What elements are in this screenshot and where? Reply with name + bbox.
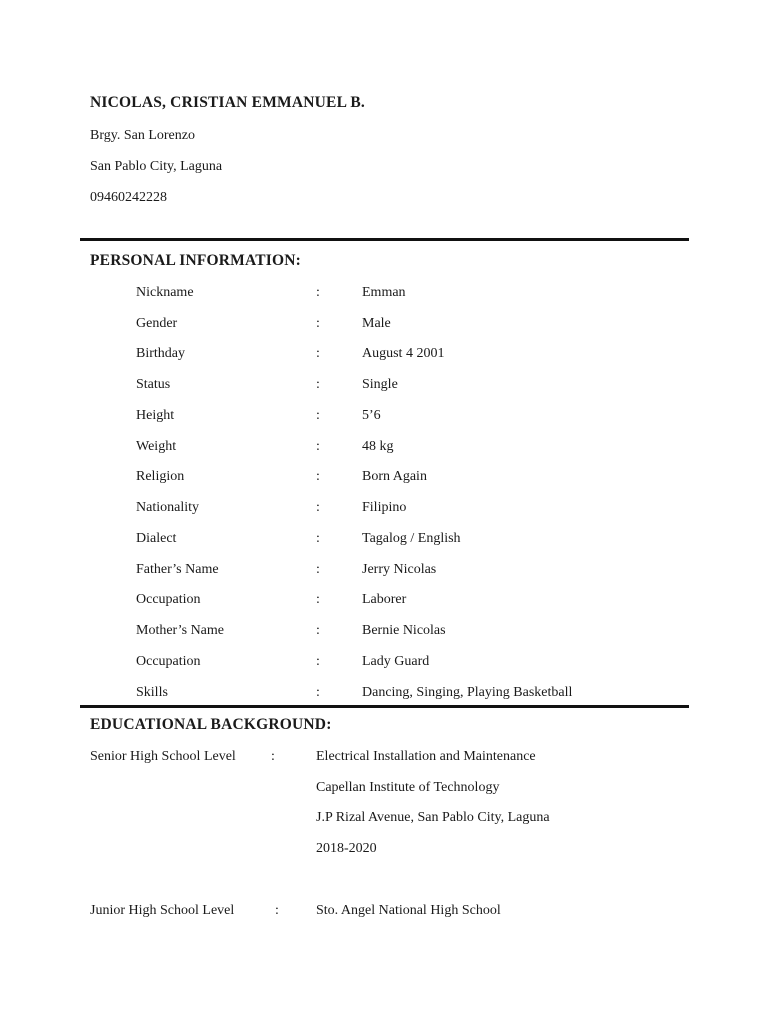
info-separator: : (316, 685, 320, 700)
info-value: Jerry Nicolas (362, 562, 437, 577)
info-label: Height (136, 408, 175, 423)
info-separator: : (316, 285, 320, 300)
info-row-gender (0, 316, 768, 336)
info-label: Religion (136, 469, 185, 484)
info-row-height (0, 408, 768, 428)
info-label: Gender (136, 316, 178, 331)
education-heading: EDUCATIONAL BACKGROUND: (90, 716, 332, 733)
info-row-mother-occupation (0, 654, 768, 674)
info-value: Lady Guard (362, 654, 430, 669)
address-line-2: San Pablo City, Laguna (90, 159, 223, 174)
senior-school-years: 2018-2020 (316, 841, 377, 856)
info-separator: : (316, 592, 320, 607)
info-separator: : (316, 623, 320, 638)
info-label: Nickname (136, 285, 194, 300)
info-separator: : (316, 408, 320, 423)
info-row-dialect (0, 531, 768, 551)
info-label: Birthday (136, 346, 185, 361)
info-row-mothers-name (0, 623, 768, 643)
info-row-skills (0, 685, 768, 705)
senior-school-name: Capellan Institute of Technology (316, 780, 500, 795)
senior-high-row (0, 749, 768, 769)
info-row-status (0, 377, 768, 397)
education-level-label: Junior High School Level (90, 903, 235, 918)
info-value: Filipino (362, 500, 407, 515)
applicant-name: NICOLAS, CRISTIAN EMMANUEL B. (90, 94, 365, 111)
senior-school-row (0, 780, 768, 800)
education-separator: : (275, 903, 279, 918)
address-line-1: Brgy. San Lorenzo (90, 128, 195, 143)
info-value: Male (362, 316, 391, 331)
info-separator: : (316, 469, 320, 484)
info-label: Skills (136, 685, 168, 700)
divider-rule (80, 705, 689, 708)
info-row-birthday (0, 346, 768, 366)
info-row-nickname (0, 285, 768, 305)
info-separator: : (316, 531, 320, 546)
info-label: Occupation (136, 592, 201, 607)
info-row-religion (0, 469, 768, 489)
info-label: Status (136, 377, 171, 392)
info-label: Mother’s Name (136, 623, 224, 638)
info-label: Father’s Name (136, 562, 219, 577)
phone-number: 09460242228 (90, 190, 167, 205)
junior-school-name: Sto. Angel National High School (316, 903, 501, 918)
junior-high-row (0, 903, 768, 923)
senior-years-row (0, 841, 768, 861)
info-label: Weight (136, 439, 177, 454)
info-value: Laborer (362, 592, 407, 607)
info-value: Born Again (362, 469, 427, 484)
info-value: 5’6 (362, 408, 381, 423)
info-row-weight (0, 439, 768, 459)
info-value: Bernie Nicolas (362, 623, 446, 638)
senior-strand: Electrical Installation and Maintenance (316, 749, 536, 764)
info-separator: : (316, 377, 320, 392)
info-label: Nationality (136, 500, 199, 515)
info-value: Single (362, 377, 398, 392)
education-separator: : (271, 749, 275, 764)
info-label: Occupation (136, 654, 201, 669)
info-separator: : (316, 500, 320, 515)
info-separator: : (316, 316, 320, 331)
info-separator: : (316, 439, 320, 454)
info-row-nationality (0, 500, 768, 520)
senior-address-row (0, 810, 768, 830)
info-label: Dialect (136, 531, 177, 546)
personal-info-heading: PERSONAL INFORMATION: (90, 252, 302, 269)
info-separator: : (316, 654, 320, 669)
info-value: Dancing, Singing, Playing Basketball (362, 685, 573, 700)
info-separator: : (316, 562, 320, 577)
senior-school-address: J.P Rizal Avenue, San Pablo City, Laguna (316, 810, 550, 825)
info-value: 48 kg (362, 439, 394, 454)
divider-rule (80, 238, 689, 241)
education-level-label: Senior High School Level (90, 749, 236, 764)
info-separator: : (316, 346, 320, 361)
info-row-father-occupation (0, 592, 768, 612)
info-value: August 4 2001 (362, 346, 445, 361)
info-value: Tagalog / English (362, 531, 461, 546)
info-row-fathers-name (0, 562, 768, 582)
info-value: Emman (362, 285, 406, 300)
